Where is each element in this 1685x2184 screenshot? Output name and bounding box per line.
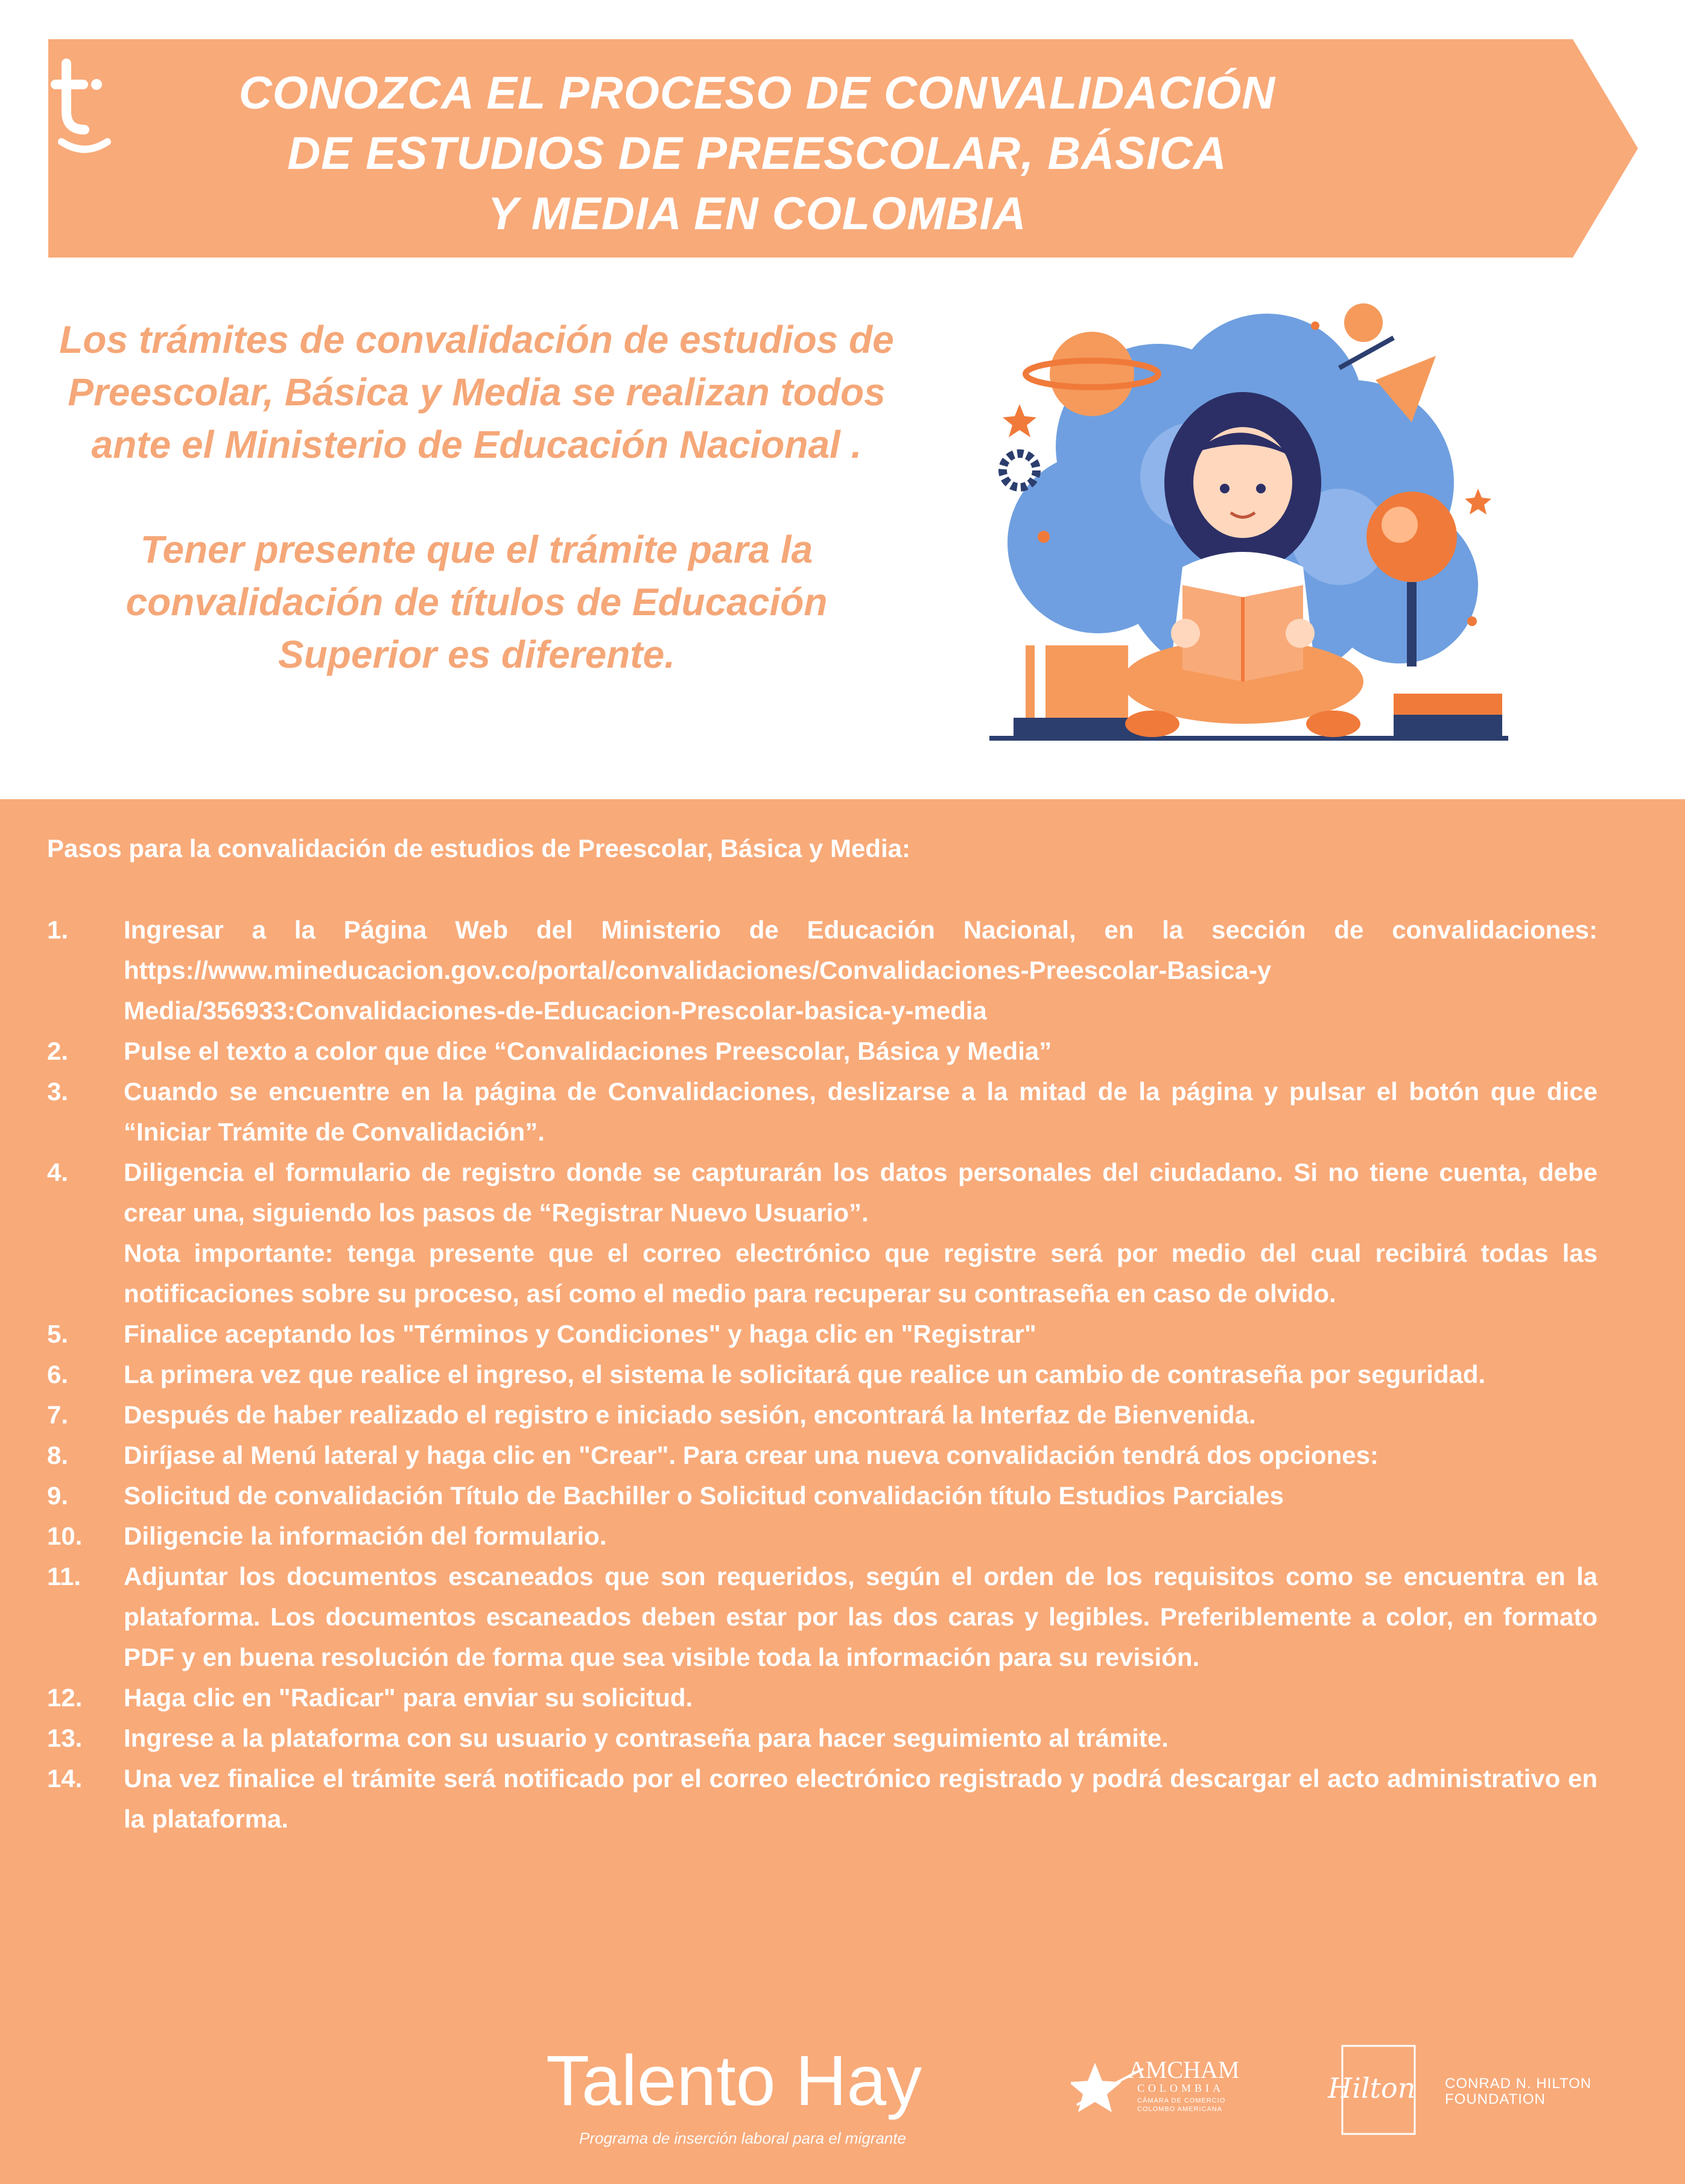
step-number: 13. (47, 1724, 83, 1752)
step-text: Adjuntar los documentos escaneados que son requeridos, según el orden de los requisitos como se encuentra en la plataforma. Los documentos escaneados deben estar por las dos caras y legibles. Preferiblemente a color, en formato PDF y en buena resolución de forma que sea visible toda la información para su revisión. (124, 1562, 1598, 1671)
step-item (47, 1354, 1598, 1394)
page-title (229, 63, 1285, 244)
steps-list (47, 910, 1598, 1839)
step-item (47, 1718, 1598, 1758)
step-item (47, 1758, 1598, 1839)
amcham-colombia-logo (1071, 2051, 1264, 2123)
step-item (47, 1031, 1598, 1071)
step-text: Solicitud de convalidación Título de Bachiller o Solicitud convalidación título Estudios Parciales (124, 1481, 1284, 1510)
talento-hay-tagline: Programa de inserción laboral para el migrante (579, 2129, 906, 2147)
title-line: Y MEDIA EN COLOMBIA (487, 188, 1027, 239)
step-item (47, 1152, 1598, 1314)
step-text: Ingrese a la plataforma con su usuario y contraseña para hacer seguimiento al trámite. (124, 1724, 1169, 1752)
step-number: 9. (47, 1481, 69, 1510)
step-text: Cuando se encuentre en la página de Convalidaciones, deslizarse a la mitad de la página y pulsar el botón que dice “Iniciar Trámite de Convalidación”. (124, 1077, 1598, 1146)
step-text: Diligencia el formulario de registro donde se capturarán los datos personales del ciudadano. Si no tiene cuenta, debe crear una, siguiendo los pasos de “Registrar Nuevo Usuario”. (124, 1158, 1598, 1227)
step-item (47, 1435, 1598, 1475)
talento-hay-wordmark: Talento Hay (546, 2041, 922, 2121)
hilton-line: CONRAD N. HILTON (1445, 2075, 1592, 2092)
step-number: 8. (47, 1441, 69, 1469)
amcham-text: AMCHAM (1128, 2056, 1240, 2083)
step-text: Haga clic en "Radicar" para enviar su solicitud. (124, 1683, 693, 1712)
step-text: Diligencie la información del formulario. (124, 1522, 607, 1550)
step-text: Finalice aceptando los "Términos y Condiciones" y haga clic en "Registrar" (124, 1320, 1036, 1348)
talento-hay-t-icon (48, 39, 121, 160)
title-line: CONOZCA EL PROCESO DE CONVALIDACIÓN (238, 68, 1276, 119)
amcham-subtitle-2: COLOMBO AMERICANA (1137, 2106, 1223, 2113)
header-banner (48, 39, 1638, 258)
girl-reading-book-illustration (977, 283, 1520, 766)
step-number: 11. (47, 1562, 81, 1591)
step-item (47, 910, 1598, 1031)
step-text: Después de haber realizado el registro e iniciado sesión, encontrará la Interfaz de Bienvenida. (124, 1401, 1256, 1429)
step-text: Pulse el texto a color que dice “Convalidaciones Preescolar, Básica y Media” (124, 1037, 1052, 1065)
amcham-country: COLOMBIA (1137, 2082, 1225, 2094)
step-number: 10. (47, 1522, 83, 1550)
step-text: Ingresar a la Página Web del Ministerio de Educación Nacional, en la sección de convalidaciones: https://www.mineducacion.gov.co/portal/convalidaciones/Convalidaciones-Preescolar-Basica-y Media/356933:Convalidaciones-de-Educacion-Prescolar-basica-y-media (124, 916, 1598, 1025)
hilton-line: FOUNDATION (1445, 2091, 1546, 2107)
hilton-signature: Hilton (1328, 2072, 1416, 2104)
hilton-foundation-logo (1324, 2045, 1596, 2135)
title-line: DE ESTUDIOS DE PREESCOLAR, BÁSICA (287, 128, 1227, 179)
step-number: 4. (47, 1158, 69, 1186)
step-item (47, 1556, 1598, 1677)
step-item (47, 1071, 1598, 1152)
step-item (47, 1475, 1598, 1516)
step-number: 14. (47, 1764, 83, 1793)
step-item (47, 1516, 1598, 1556)
hilton-signature-icon (1324, 2045, 1433, 2135)
intro-note: Tener presente que el trámite para la convalidación de títulos de Educación Superior es diferente. (125, 528, 828, 676)
step-number: 1. (47, 916, 69, 944)
intro-section (54, 314, 899, 681)
step-number: 5. (47, 1320, 69, 1348)
intro-paragraph: Los trámites de convalidación de estudios de Preescolar, Básica y Media se realizan todos ante el Ministerio de Educación Nacional . (59, 318, 894, 466)
step-item (47, 1314, 1598, 1354)
step-text: Una vez finalice el trámite será notificado por el correo electrónico registrado y podrá descargar el acto administrativo en la plataforma. (124, 1764, 1598, 1833)
step-number: 3. (47, 1077, 69, 1106)
step-number: 12. (47, 1683, 83, 1712)
step-number: 2. (47, 1037, 69, 1065)
talento-hay-logo (546, 2039, 992, 2159)
step-note: Nota importante: tenga presente que el correo electrónico que registre será por medio del cual recibirá todas las notificaciones sobre su proceso, así como el medio para recuperar su contraseña en caso de olvido. (124, 1239, 1598, 1308)
step-number: 6. (47, 1360, 69, 1388)
amcham-subtitle: CÁMARA DE COMERCIO (1137, 2097, 1226, 2104)
step-text: Diríjase al Menú lateral y haga clic en "Crear". Para crear una nueva convalidación tendrá dos opciones: (124, 1441, 1379, 1469)
step-item (47, 1394, 1598, 1435)
step-text: La primera vez que realice el ingreso, el sistema le solicitará que realice un cambio de contraseña por seguridad. (124, 1360, 1486, 1388)
step-number: 7. (47, 1401, 69, 1429)
hilton-foundation-text (1445, 2076, 1591, 2107)
step-item (47, 1677, 1598, 1718)
steps-heading: Pasos para la convalidación de estudios de Preescolar, Básica y Media: (47, 834, 910, 863)
